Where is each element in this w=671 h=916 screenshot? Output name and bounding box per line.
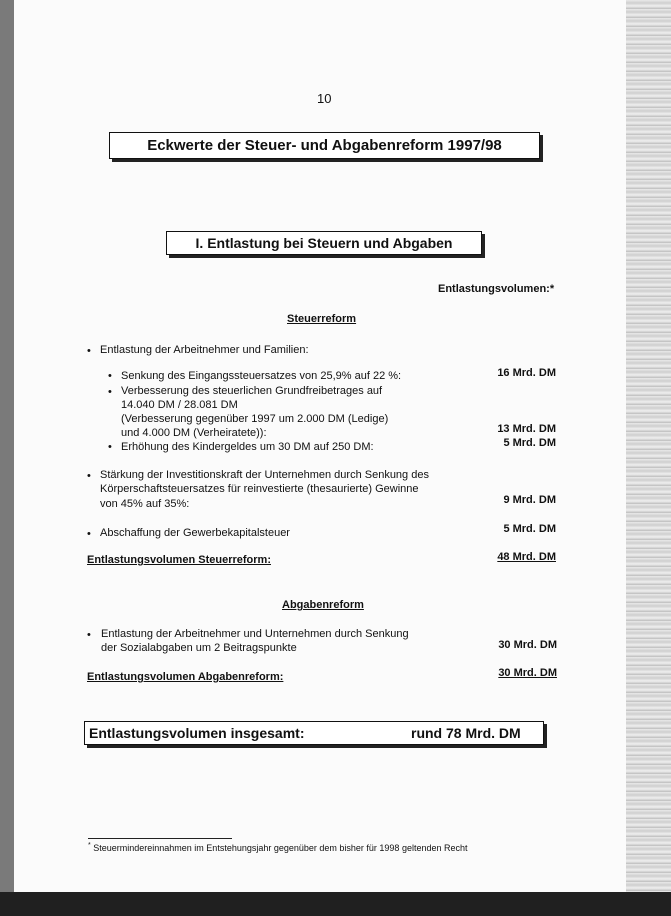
grand-total-box [84, 721, 544, 745]
scan-right-edge [626, 0, 671, 892]
bullet: • [87, 629, 91, 641]
bullet: • [87, 345, 91, 357]
bullet: • [108, 441, 112, 453]
page-number: 10 [317, 91, 332, 106]
steuerreform-sub-3: Erhöhung des Kindergeldes um 30 DM auf 250 DM: [121, 441, 374, 453]
abgabenreform-item-1-line-2: der Sozialabgaben um 2 Beitragspunkte [101, 642, 297, 654]
steuerreform-sub-2-line-3: (Verbesserung gegenüber 1997 um 2.000 DM (Ledige) [121, 413, 389, 425]
bullet: • [87, 470, 91, 482]
abgabenreform-heading: Abgabenreform [282, 599, 364, 611]
steuerreform-sub-2-line-4: und 4.000 DM (Verheiratete)): [121, 427, 267, 439]
steuerreform-sub-1-amount: 16 Mrd. DM [497, 367, 556, 379]
abgabenreform-item-1-line-1: Entlastung der Arbeitnehmer und Unternehmen durch Senkung [101, 628, 409, 640]
steuerreform-total-amount: 48 Mrd. DM [497, 551, 556, 563]
steuerreform-item-3-amount: 5 Mrd. DM [503, 523, 556, 535]
footnote [88, 842, 468, 853]
abgabenreform-total-amount: 30 Mrd. DM [498, 667, 557, 679]
steuerreform-item-2-amount: 9 Mrd. DM [503, 494, 556, 506]
document-title: Eckwerte der Steuer- und Abgabenreform 1997/98 [109, 132, 540, 159]
steuerreform-item-2-line-1: Stärkung der Investitionskraft der Unternehmen durch Senkung des [100, 469, 429, 481]
grand-total-amount: rund 78 Mrd. DM [411, 725, 521, 741]
column-header: Entlastungsvolumen:* [438, 283, 555, 295]
footnote-text: Steuermindereinnahmen im Entstehungsjahr gegenüber dem bisher für 1998 geltenden Recht [93, 843, 468, 853]
abgabenreform-total-label: Entlastungsvolumen Abgabenreform: [87, 671, 284, 683]
bullet: • [108, 386, 112, 398]
steuerreform-sub-2-amount: 13 Mrd. DM [497, 423, 556, 435]
scan-left-edge [0, 0, 14, 916]
abgabenreform-item-1-amount: 30 Mrd. DM [498, 639, 557, 651]
steuerreform-item-2-line-3: von 45% auf 35%: [100, 498, 190, 510]
steuerreform-sub-2-line-1: Verbesserung des steuerlichen Grundfreibetrages auf [121, 385, 383, 397]
steuerreform-sub-1: Senkung des Eingangssteuersatzes von 25,9% auf 22 %: [121, 370, 402, 382]
steuerreform-item-2-line-2: Körperschaftsteuersatzes für reinvestierte (thesaurierte) Gewinne [100, 483, 419, 495]
steuerreform-item-3: Abschaffung der Gewerbekapitalsteuer [100, 527, 290, 539]
steuerreform-total-label: Entlastungsvolumen Steuerreform: [87, 554, 271, 566]
steuerreform-heading: Steuerreform [287, 313, 357, 325]
steuerreform-sub-3-amount: 5 Mrd. DM [503, 437, 556, 449]
bullet: • [87, 528, 91, 540]
steuerreform-item-1: Entlastung der Arbeitnehmer und Familien: [100, 344, 309, 356]
scan-bottom-edge [0, 892, 671, 916]
steuerreform-sub-2-line-2: 14.040 DM / 28.081 DM [121, 399, 238, 411]
section-heading: I. Entlastung bei Steuern und Abgaben [166, 231, 482, 255]
footnote-rule [88, 838, 232, 839]
footnote-marker: * [88, 842, 91, 849]
grand-total-label: Entlastungsvolumen insgesamt: [89, 725, 305, 741]
bullet: • [108, 370, 112, 382]
